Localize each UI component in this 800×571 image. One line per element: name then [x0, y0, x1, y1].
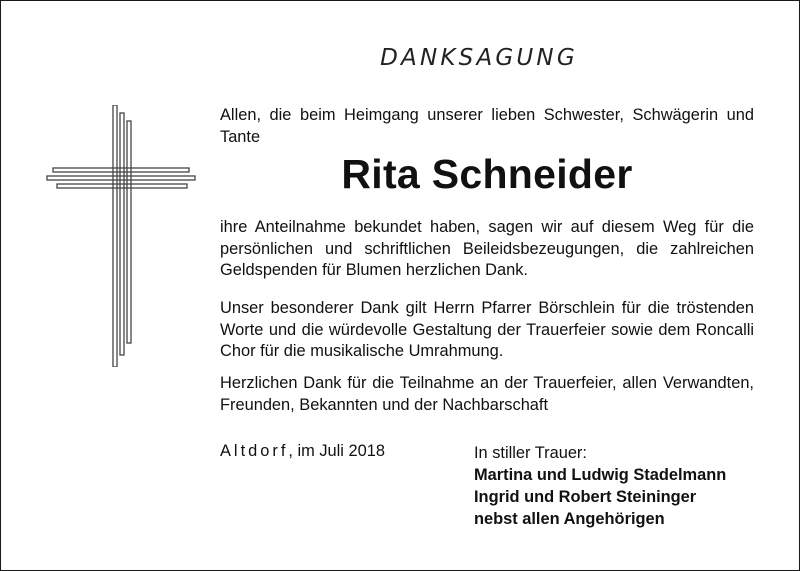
mourning-intro: In stiller Trauer:: [474, 444, 587, 462]
mourner-line: nebst allen Angehörigen: [474, 510, 665, 528]
thanks-paragraph: ihre Anteilnahme bekundet haben, sagen wir auf diesem Weg für die persönlichen und schriftlichen Beileidsbezeugungen, die zahlreichen Geldspenden für Blumen herzlichen Dank.: [220, 218, 754, 279]
date: , im Juli 2018: [288, 442, 385, 460]
place: Altdorf: [220, 442, 289, 460]
heading: DANKSAGUNG: [380, 45, 578, 71]
thanks-paragraph: Herzlichen Dank für die Teilnahme an der Trauerfeier, allen Verwandten, Freunden, Bekannten und der Nachbarschaft: [220, 374, 754, 414]
mourner-line: Martina und Ludwig Stadelmann: [474, 466, 727, 484]
mourner-line: Ingrid und Robert Steininger: [474, 488, 697, 506]
mourners-block: [474, 442, 726, 530]
intro-text: Allen, die beim Heimgang unserer lieben Schwester, Schwägerin und Tante: [220, 106, 754, 146]
thanks-paragraph: Unser besonderer Dank gilt Herrn Pfarrer Börschlein für die tröstenden Worte und die würdevolle Gestaltung der Trauerfeier sowie dem Roncalli Chor für die musikalische Umrahmung.: [220, 299, 754, 360]
deceased-name: Rita Schneider: [341, 151, 633, 197]
cross-icon: [45, 105, 197, 367]
place-date: [220, 442, 385, 461]
